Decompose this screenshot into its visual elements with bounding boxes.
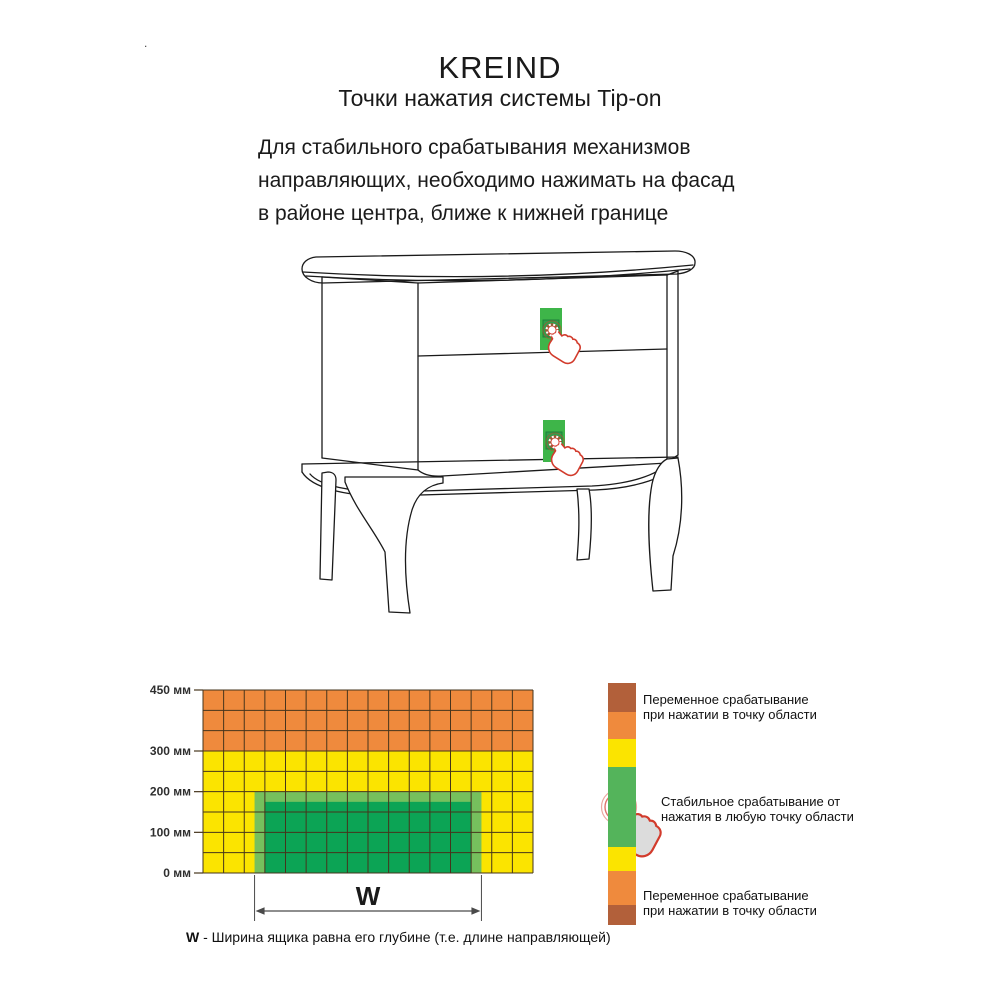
page-title: KREIND (438, 50, 562, 85)
y-axis-tick-label: 200 мм (149, 784, 191, 799)
nightstand-outline (302, 251, 695, 613)
width-note (186, 929, 611, 945)
y-axis-tick-label: 450 мм (149, 683, 191, 697)
legend-item-stable (661, 794, 854, 824)
legend-color-bar (608, 683, 636, 925)
description-line: в районе центра, ближе к нижней границе (258, 202, 669, 225)
hand-press-icon (546, 433, 583, 475)
legend-item-variable-bottom (643, 888, 817, 918)
zone-stable-zone-inner (265, 802, 471, 873)
width-note-symbol: W (186, 929, 200, 945)
description-line: направляющих, необходимо нажимать на фасад (258, 169, 735, 192)
description-line: Для стабильного срабатывания механизмов (258, 136, 691, 159)
legend-item-line: Переменное срабатывание (643, 888, 809, 903)
arrowhead-left (256, 907, 265, 915)
stray-print-mark: . (144, 36, 148, 50)
y-axis-tick-label: 0 мм (163, 866, 191, 880)
page-subtitle: Точки нажатия системы Tip-on (338, 85, 662, 111)
legend-item-line: Стабильное срабатывание от (661, 794, 841, 809)
zone-intermediate-zone (203, 751, 533, 873)
press-point-indicator-upper-drawer (540, 308, 580, 363)
legend-item-line: при нажатии в точку области (643, 903, 817, 918)
legend-color-segment-brown (608, 683, 636, 712)
legend-color-segment-orange (608, 712, 636, 739)
legend-item-line: Переменное срабатывание (643, 692, 809, 707)
press-point-indicator-lower-drawer (543, 420, 583, 475)
width-dimension-label: W (355, 881, 381, 911)
legend-item-variable-top (643, 692, 817, 722)
description-paragraph (258, 131, 735, 230)
legend-color-segment-brown (608, 905, 636, 925)
arrowhead-right (471, 907, 480, 915)
legend-item-line: нажатия в любую точку области (661, 809, 854, 824)
legend-item-line: при нажатии в точку области (643, 707, 817, 722)
y-axis-tick-label: 100 мм (149, 825, 191, 840)
legend-color-segment-legend-green (608, 767, 636, 847)
width-note-text: - Ширина ящика равна его глубине (т.е. длине направляющей) (199, 929, 611, 945)
legend-color-segment-orange (608, 871, 636, 905)
y-axis-tick-label: 300 мм (149, 744, 191, 758)
hand-press-icon (543, 321, 580, 363)
zone-variable-response-zone (203, 690, 533, 751)
zone-stable-zone-outer (255, 792, 482, 873)
legend-color-segment-yellow (608, 739, 636, 767)
legend-color-segment-yellow (608, 847, 636, 871)
